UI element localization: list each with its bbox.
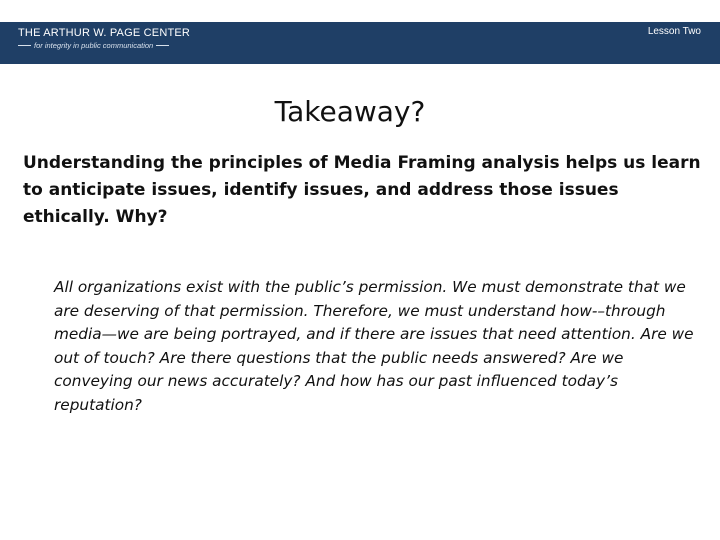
slide-title: Takeaway? xyxy=(274,95,426,128)
intro-paragraph: Understanding the principles of Media Framing analysis helps us learn to anticipate issues, identify issues, and address those issues ethically. Why? xyxy=(23,153,701,227)
body-paragraph: All organizations exist with the public’s permission. We must demonstrate that we are deserving of that permission. Therefore, we must understand how-–through media—we are being portrayed, and if there are issues that need attention. Are we out of touch? Are there questions that the public needs answered? Are we conveying our news accurately? And how has our past influenced today’s reputation? xyxy=(54,278,694,414)
logo-tagline-row xyxy=(18,40,190,51)
logo-org-name: THE ARTHUR W. PAGE CENTER xyxy=(18,27,191,39)
logo-tagline: for integrity in public communication xyxy=(34,41,154,50)
header-bar xyxy=(0,22,720,64)
logo-dash-left xyxy=(18,45,31,46)
logo-dash-right xyxy=(156,45,169,46)
page-center-logo xyxy=(18,27,190,51)
lesson-label: Lesson Two xyxy=(647,26,701,37)
